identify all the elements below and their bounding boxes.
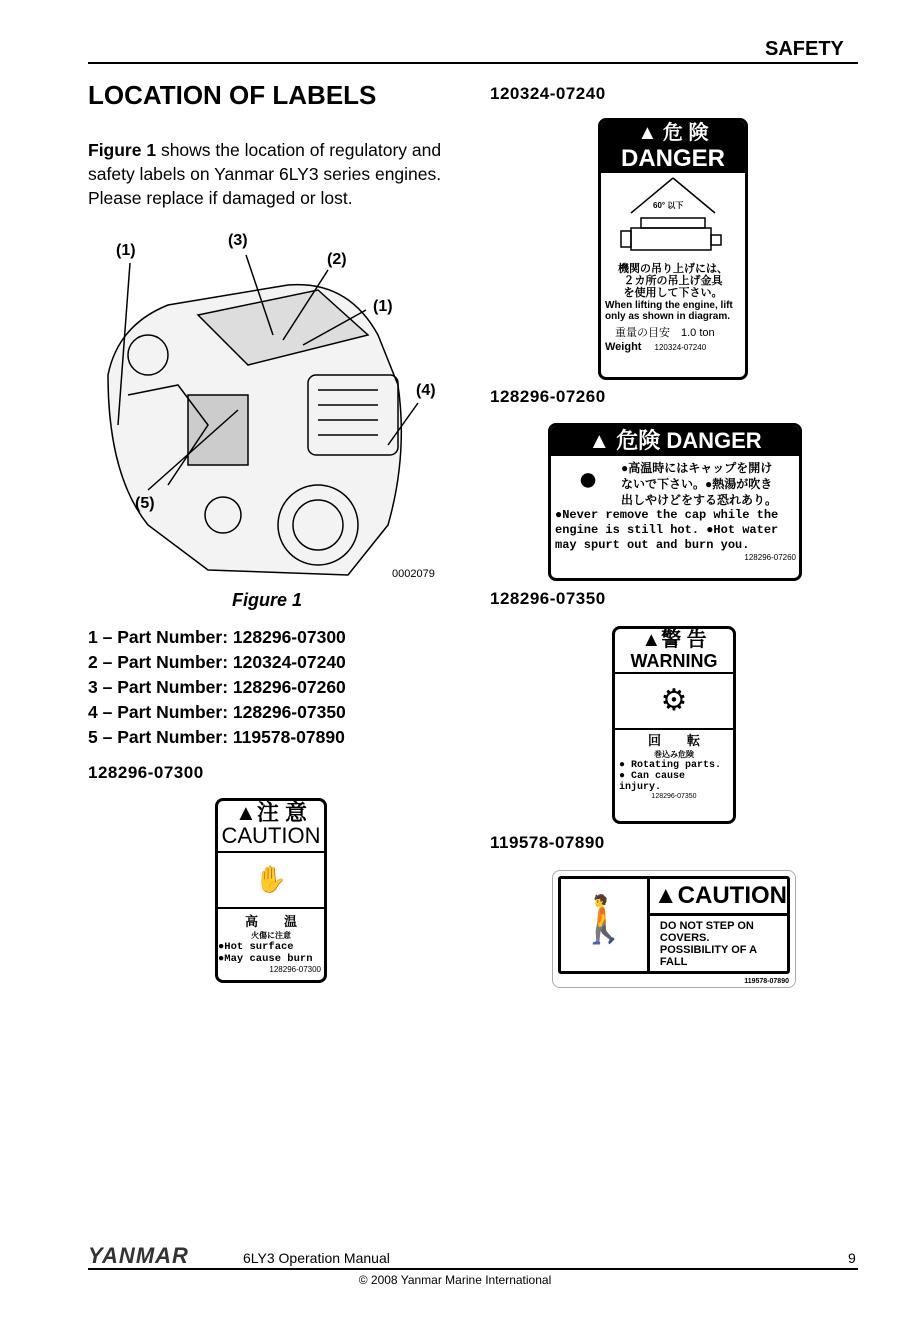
callout-3: (3) [228, 232, 248, 249]
engine-illustration [88, 225, 448, 585]
label-jp-text: ●高温時にはキャップを開け ないで下さい。●熱湯が吹き 出しやけどをする恐れあり。 [621, 461, 778, 507]
part-item: 4 – Part Number: 128296-07350 [88, 702, 346, 722]
label-heading-07260: 128296-07260 [490, 387, 606, 406]
label-part-number: 128296-07350 [651, 793, 697, 800]
label-jp2: 巻込み危険 [654, 750, 694, 759]
label-title: WARNING [630, 651, 718, 671]
warning-label-07350 [612, 626, 736, 824]
yanmar-logo: YANMAR [88, 1243, 189, 1268]
label-part-number: 128296-07260 [744, 553, 796, 562]
callout-1b: (1) [373, 298, 393, 315]
label-heading-07350: 128296-07350 [490, 589, 606, 608]
label-jp-title: ▲ 危 険 [601, 121, 745, 145]
page-number: 9 [848, 1250, 856, 1266]
section-header: SAFETY [765, 38, 844, 60]
angle-text: 60° 以下 [653, 201, 684, 210]
part-item: 2 – Part Number: 120324-07240 [88, 652, 346, 672]
hot-surface-icon: ✋ [218, 851, 324, 907]
callout-1a: (1) [116, 242, 136, 259]
part-item: 3 – Part Number: 128296-07260 [88, 677, 346, 697]
manual-title: 6LY3 Operation Manual [243, 1250, 390, 1266]
label-title: ▲CAUTION [650, 879, 787, 916]
caution-label-07890 [552, 870, 796, 988]
label-part-number: 120324-07240 [654, 343, 707, 352]
callout-4: (4) [416, 382, 436, 399]
intro-text: shows the location of regulatory and safety labels on Yanmar 6LY3 series engines. Please replace if damaged or lost. [88, 140, 442, 208]
falling-person-icon: 🚶 [561, 879, 650, 971]
label-title: ▲ 危険 DANGER [551, 426, 799, 456]
label-jp-title: ▲警 告 [641, 629, 707, 651]
label-weight-jp: 重量の目安 1.0 ton [615, 327, 715, 339]
label-en2: ●May cause burn [218, 953, 313, 965]
label-title: DANGER [601, 145, 745, 173]
label-text: DO NOT STEP ON COVERS. POSSIBILITY OF A FALL [659, 920, 757, 968]
label-jp1: 高 温 [218, 907, 324, 930]
figure-caption: Figure 1 [232, 590, 303, 610]
label-weight: Weight [605, 341, 642, 353]
label-heading-07890: 119578-07890 [490, 833, 605, 852]
label-en-text: When lifting the engine, lift only as shown in diagram. [605, 300, 733, 322]
label-jp-title: ▲注 意 [235, 800, 307, 825]
page-title: LOCATION OF LABELS [88, 80, 377, 110]
radiator-cap-icon: ● [577, 460, 599, 498]
label-en2: ● Can cause injury. [619, 771, 686, 793]
header-rule [88, 62, 858, 64]
danger-label-07260 [548, 423, 802, 581]
danger-label-07240 [598, 118, 748, 380]
label-en1: ●Hot surface [218, 941, 294, 953]
label-part-number: 128296-07300 [269, 965, 321, 974]
label-title: CAUTION [221, 823, 321, 848]
part-item: 5 – Part Number: 119578-07890 [88, 727, 345, 747]
part-item: 1 – Part Number: 128296-07300 [88, 627, 346, 647]
lifting-diagram-icon [601, 173, 745, 258]
figure-ref: Figure 1 [88, 140, 157, 160]
label-heading-07300: 128296-07300 [88, 763, 204, 782]
callout-2: (2) [327, 251, 347, 268]
label-en1: ● Rotating parts. [619, 760, 722, 771]
parts-list [88, 625, 346, 750]
label-jp2: 火傷に注意 [251, 931, 291, 940]
rotating-belt-icon: ⚙ [615, 672, 733, 728]
label-en-text: ●Never remove the cap while the engine is still hot. ●Hot water may spurt out and burn you. [555, 508, 779, 552]
copyright: © 2008 Yanmar Marine International [358, 1273, 552, 1287]
intro-paragraph [88, 138, 468, 210]
image-number: 0002079 [392, 568, 435, 580]
footer-rule [88, 1268, 858, 1270]
label-jp-text: 機関の吊り上げには、 ２カ所の吊上げ金具 を使用して下さい。 [618, 263, 728, 299]
label-jp1: 回 転 [615, 728, 733, 749]
label-part-number: 119578-07890 [744, 978, 789, 985]
callout-5: (5) [135, 495, 155, 512]
caution-label-07300 [215, 798, 327, 983]
label-heading-07240: 120324-07240 [490, 84, 606, 103]
